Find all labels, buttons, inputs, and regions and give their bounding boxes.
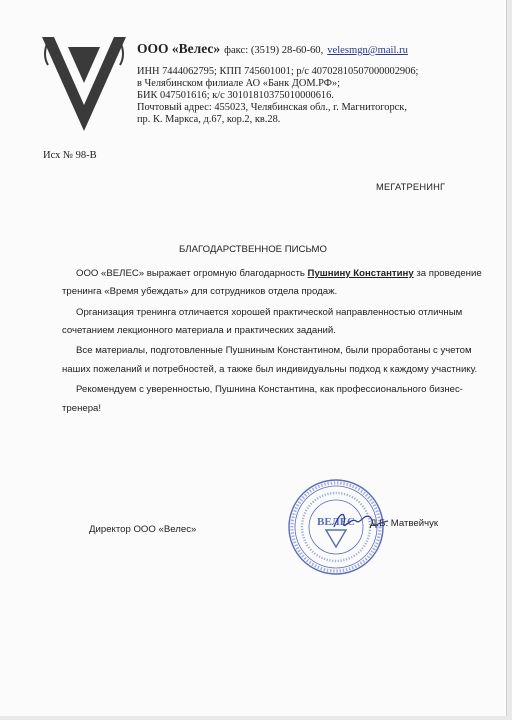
company-email[interactable]: velesmgn@mail.ru (327, 45, 408, 56)
company-requisites-3: БИК 047501616; к/с 30101810375010000616. (137, 90, 334, 101)
company-header (137, 40, 408, 58)
trainer-name: Пушнину Константину (307, 268, 414, 279)
body-paragraph-3-line-2: наших пожеланий и потребностей, а также был индивидуальны подход к каждому участнику. (62, 364, 478, 375)
company-requisites-2: в Челябинском филиале АО «Банк ДОМ.РФ»; (137, 78, 341, 89)
body-paragraph-1-line-1 (76, 268, 482, 279)
body-paragraph-3-line-1: Все материалы, подготовленные Пушниным Константином, были проработаны с учетом (76, 345, 472, 356)
company-fax: факс: (3519) 28-60-60, (224, 45, 324, 56)
body-paragraph-1-line-2: тренинга «Время убеждать» для сотрудников отдела продаж. (62, 286, 338, 297)
body-text: ООО «ВЕЛЕС» выражает огромную благодарность (76, 268, 305, 279)
body-paragraph-4-line-2: тренера! (62, 403, 102, 414)
body-paragraph-2-line-1: Организация тренинга отличается хорошей практической направленностью отличным (76, 307, 463, 318)
letter-title: БЛАГОДАРСТВЕННОЕ ПИСЬМО (179, 244, 327, 255)
stamp-center-text: ВЕЛЕС (316, 516, 356, 528)
company-address-1: Почтовый адрес: 455023, Челябинская обл., г. Магнитогорск, (137, 102, 407, 113)
company-address-2: пр. К. Маркса, д.67, кор.2, кв.28. (137, 114, 281, 125)
recipient: МЕГАТРЕНИНГ (376, 182, 446, 192)
body-paragraph-4-line-1: Рекомендуем с уверенностью, Пушнина Константина, как профессионального бизнес- (76, 384, 463, 395)
handwritten-signature (330, 505, 390, 535)
company-requisites-1: ИНН 7444062795; КПП 745601001; р/с 40702810507000002906; (137, 66, 419, 77)
signer-position: Директор ООО «Велес» (89, 524, 197, 535)
body-text: за проведение (416, 268, 482, 279)
outgoing-number: Исх № 98-В (43, 150, 97, 161)
signer-name: Д.Б. Матвейчук (370, 518, 439, 529)
body-paragraph-2-line-2: сочетанием лекционного материала и практических заданий. (62, 325, 336, 336)
company-logo (40, 35, 128, 133)
company-name: ООО «Велес» (137, 41, 221, 56)
